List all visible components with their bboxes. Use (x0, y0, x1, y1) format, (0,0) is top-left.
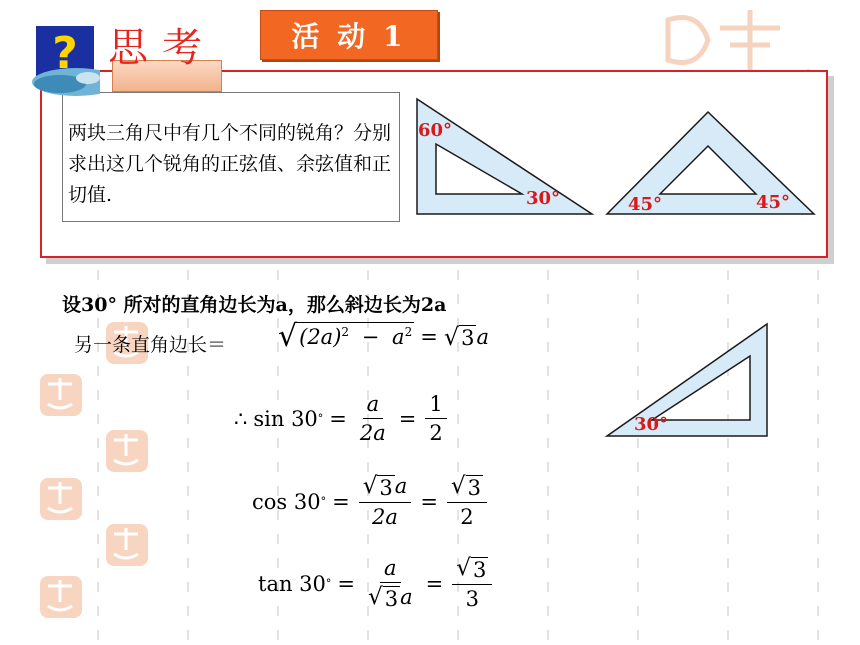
solution-line-2-label: 另一条直角边长＝ (74, 334, 227, 356)
angle-label-45-right: 45° (756, 192, 791, 213)
cos-30-formula: cos 30 ° = √ 3 a 2a = √ 3 2 (252, 474, 490, 529)
sqrt-expression: √ $(2a)^2 - a^2$ (278, 319, 413, 354)
activity-banner: 活 动 1 (260, 10, 438, 60)
seal-stamp-icon (38, 574, 84, 620)
think-title: 思考 (108, 25, 216, 71)
seal-stamp-icon (38, 476, 84, 522)
question-mark-icon: ? (52, 27, 78, 79)
angle-label-30: 30° (526, 188, 561, 209)
seal-stamp-icon (38, 372, 84, 418)
question-text: 两块三角尺中有几个不同的锐角？分别求出这几个锐角的正弦值、余弦值和正切值. (68, 122, 392, 206)
sin-30-formula: ∴ sin 30 ° = $\frac{a}{2a}$ = $\frac{1}{2}$ (234, 392, 450, 445)
set-square-reference (604, 320, 770, 440)
seal-stamp-icon (104, 522, 150, 568)
hypotenuse-formula: √ $(2a)^2 - a^2$ = √ 3 a (278, 319, 490, 354)
set-square-30-60-90 (414, 96, 596, 218)
tan-30-formula: tan 30 ° = a √ 3 a = √ 3 3 (258, 556, 495, 611)
angle-label-30-ref: 30° (634, 414, 669, 435)
solution-line-1: 设30° 所对的直角边长为a，那么斜边长为2a (62, 294, 447, 316)
angle-label-45-left: 45° (628, 194, 663, 215)
angle-label-60: 60° (418, 120, 453, 141)
seal-stamp-icon (104, 428, 150, 474)
